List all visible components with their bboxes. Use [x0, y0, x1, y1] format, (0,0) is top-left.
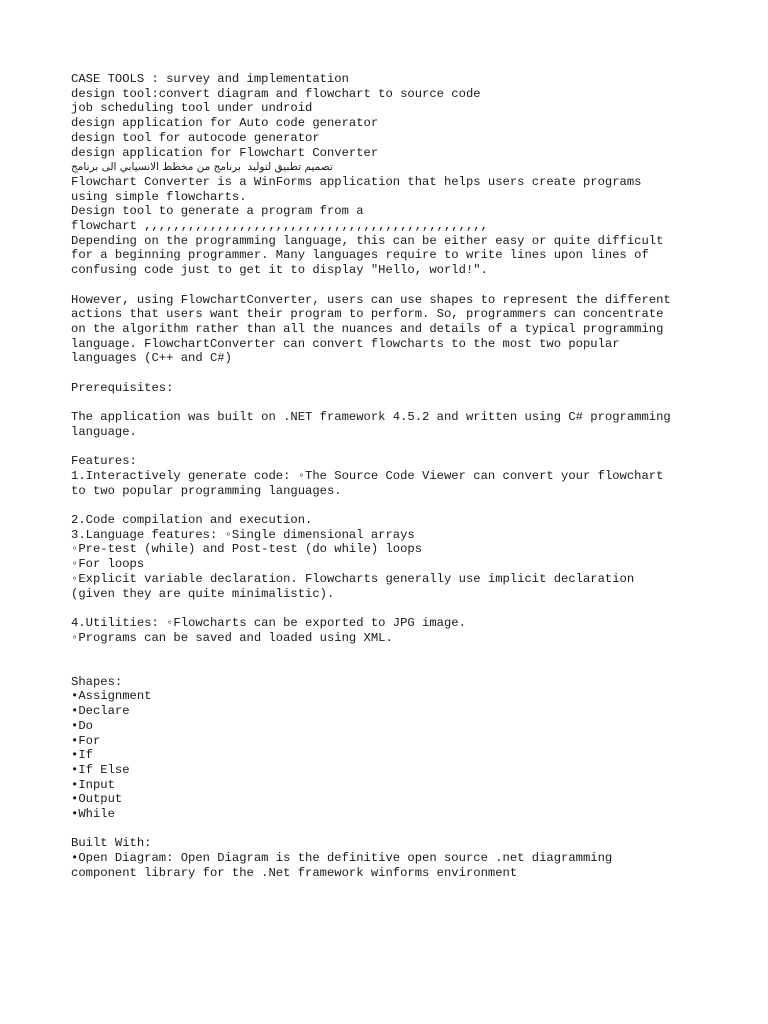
blank-line	[71, 440, 711, 455]
blank-line	[71, 498, 711, 513]
text-line: language. FlowchartConverter can convert flowcharts to the most two popular	[71, 336, 620, 351]
text-line: However, using FlowchartConverter, users can use shapes to represent the different	[71, 292, 671, 307]
text-line: design application for Flowchart Converter	[71, 145, 379, 160]
text-line: The application was built on .NET framework 4.5.2 and written using C# programming	[71, 410, 671, 425]
blank-line	[71, 822, 711, 837]
blank-line	[71, 660, 711, 675]
list-item: •If	[71, 748, 93, 763]
text-line: Depending on the programming language, this can be either easy or quite difficult	[71, 233, 664, 248]
list-item: •Do	[71, 718, 93, 733]
text-line: flowchart ,,,,,,,,,,,,,,,,,,,,,,,,,,,,,,,,,,,,,,,,,,,,,,,	[71, 219, 488, 234]
list-item: •Assignment	[71, 689, 152, 704]
text-line: (given they are quite minimalistic).	[71, 586, 335, 601]
text-line: language.	[71, 424, 137, 439]
text-line: confusing code just to get it to display "Hello, world!".	[71, 263, 488, 278]
text-line: component library for the .Net framework winforms environment	[71, 865, 518, 880]
list-item: •Declare	[71, 704, 130, 719]
text-line: 3.Language features: ◦Single dimensional arrays	[71, 527, 415, 542]
section-heading-prerequisites: Prerequisites:	[71, 380, 174, 395]
blank-line	[71, 366, 711, 381]
section-heading-features: Features:	[71, 454, 137, 469]
blank-line	[71, 601, 711, 616]
list-item: •Input	[71, 777, 115, 792]
text-line: on the algorithm rather than all the nuances and details of a typical programming	[71, 321, 664, 336]
blank-line	[71, 395, 711, 410]
text-line: design tool for autocode generator	[71, 130, 320, 145]
list-item: •Output	[71, 792, 123, 807]
text-line: Flowchart Converter is a WinForms application that helps users create programs	[71, 174, 642, 189]
text-line: design application for Auto code generator	[71, 116, 379, 131]
text-line: to two popular programming languages.	[71, 483, 342, 498]
text-line: design tool:convert diagram and flowchart to source code	[71, 86, 481, 101]
text-line: 2.Code compilation and execution.	[71, 513, 313, 528]
list-item: •While	[71, 807, 115, 822]
text-line: using simple flowcharts.	[71, 189, 247, 204]
document-body	[71, 72, 711, 881]
doc-title: CASE TOOLS : survey and implementation	[71, 72, 349, 86]
text-line: 4.Utilities: ◦Flowcharts can be exported to JPG image.	[71, 615, 466, 630]
blank-line	[71, 645, 711, 660]
text-line: ◦Explicit variable declaration. Flowcharts generally use implicit declaration	[71, 571, 635, 586]
text-line: ◦For loops	[71, 557, 145, 572]
text-line: ◦Pre-test (while) and Post-test (do while) loops	[71, 542, 423, 557]
text-line: actions that users want their program to perform. So, programmers can concentrate	[71, 307, 664, 322]
text-line: Design tool to generate a program from a	[71, 204, 364, 219]
text-line: ◦Programs can be saved and loaded using XML.	[71, 630, 393, 645]
list-item: •For	[71, 733, 101, 748]
section-heading-built-with: Built With:	[71, 836, 152, 851]
arabic-text-line: تصميم تطبيق لتوليد برنامج من مخطط الانسيابي الى برنامج	[71, 161, 333, 174]
list-item: •Open Diagram: Open Diagram is the definitive open source .net diagramming	[71, 851, 613, 866]
blank-line	[71, 278, 711, 293]
text-line: 1.Interactively generate code: ◦The Source Code Viewer can convert your flowchart	[71, 468, 664, 483]
text-line: languages (C++ and C#)	[71, 351, 232, 366]
section-heading-shapes: Shapes:	[71, 674, 123, 689]
text-line: for a beginning programmer. Many languages require to write lines upon lines of	[71, 248, 649, 263]
text-line: job scheduling tool under undroid	[71, 101, 313, 116]
list-item: •If Else	[71, 762, 130, 777]
